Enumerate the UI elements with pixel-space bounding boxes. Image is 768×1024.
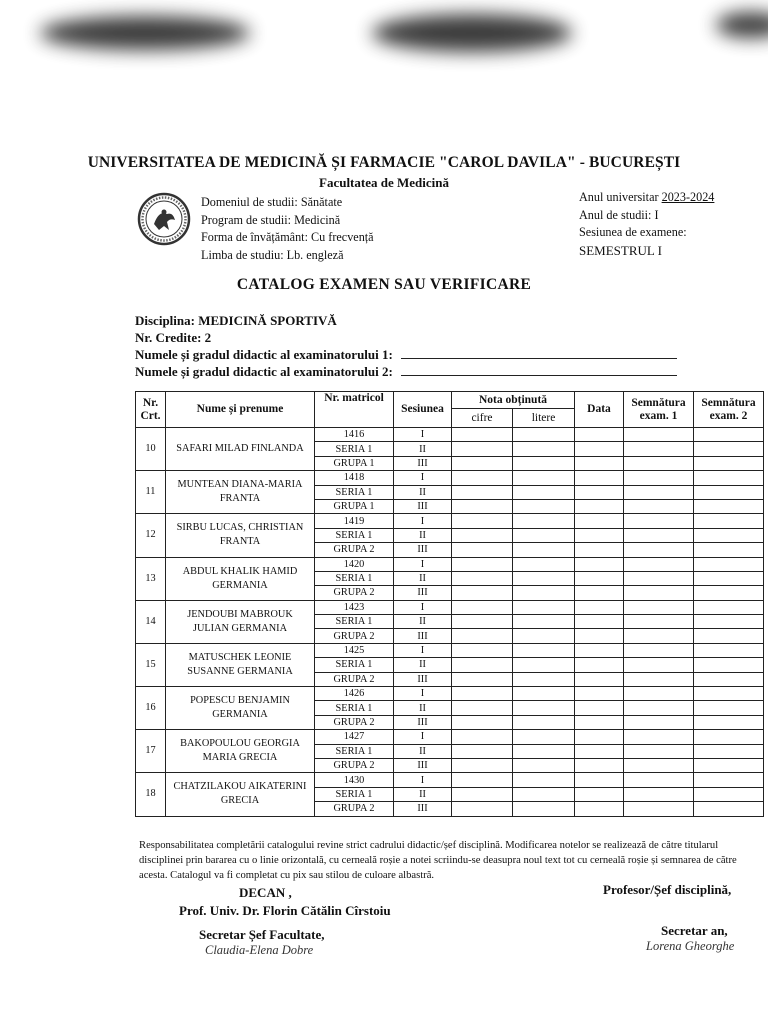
date-cell[interactable] — [575, 557, 624, 571]
sign1-cell[interactable] — [624, 514, 694, 528]
grade-digits-cell[interactable] — [452, 643, 513, 657]
sign2-cell[interactable] — [694, 471, 764, 485]
discipline-name: Disciplina: MEDICINĂ SPORTIVĂ — [135, 313, 337, 328]
exam-session-label: Sesiunea de examene: — [579, 225, 687, 239]
table-row — [136, 514, 764, 528]
study-info — [201, 194, 374, 264]
grade-digits-cell[interactable] — [452, 687, 513, 701]
chief-secretary-name: Claudia-Elena Dobre — [205, 943, 314, 957]
sign1-cell[interactable] — [624, 586, 694, 600]
grade-letters-cell[interactable] — [513, 456, 575, 470]
date-cell[interactable] — [575, 586, 624, 600]
row-number: 12 — [136, 514, 166, 557]
sign2-cell[interactable] — [694, 600, 764, 614]
student-seria: SERIA 1 — [315, 701, 394, 715]
exam-session-value: SEMESTRUL I — [579, 242, 662, 258]
student-grupa: GRUPA 2 — [315, 672, 394, 686]
session-number: III — [394, 456, 452, 470]
session-info — [579, 189, 714, 259]
grade-letters-cell[interactable] — [513, 715, 575, 729]
table-row — [136, 687, 764, 701]
date-cell[interactable] — [575, 629, 624, 643]
table-row — [136, 428, 764, 442]
session-number: I — [394, 773, 452, 787]
sign2-cell[interactable] — [694, 615, 764, 629]
university-name: UNIVERSITATEA DE MEDICINĂ ȘI FARMACIE "CAROL DAVILA" - BUCUREȘTI — [87, 154, 681, 171]
session-number: III — [394, 672, 452, 686]
sign1-cell[interactable] — [624, 672, 694, 686]
table-row — [136, 557, 764, 571]
grade-letters-cell[interactable] — [513, 428, 575, 442]
grade-letters-cell[interactable] — [513, 701, 575, 715]
date-cell[interactable] — [575, 514, 624, 528]
session-number: II — [394, 701, 452, 715]
grade-digits-cell[interactable] — [452, 802, 513, 816]
sign1-cell[interactable] — [624, 428, 694, 442]
grade-letters-cell[interactable] — [513, 557, 575, 571]
student-grupa: GRUPA 2 — [315, 629, 394, 643]
grade-letters-cell[interactable] — [513, 600, 575, 614]
examiner-1-label: Numele și gradul didactic al examinatorului 1: — [135, 347, 393, 362]
date-cell[interactable] — [575, 643, 624, 657]
grade-digits-cell[interactable] — [452, 557, 513, 571]
grade-letters-cell[interactable] — [513, 744, 575, 758]
date-cell[interactable] — [575, 758, 624, 772]
sign2-cell[interactable] — [694, 687, 764, 701]
study-program: Program de studii: Medicină — [201, 212, 341, 227]
student-seria: SERIA 1 — [315, 615, 394, 629]
grade-letters-cell[interactable] — [513, 543, 575, 557]
grade-letters-cell[interactable] — [513, 485, 575, 499]
student-matricol: 1416 — [315, 428, 394, 442]
grade-letters-cell[interactable] — [513, 687, 575, 701]
sign1-cell[interactable] — [624, 543, 694, 557]
session-number: III — [394, 586, 452, 600]
student-name: BAKOPOULOU GEORGIA MARIA GRECIA — [166, 730, 315, 773]
header-name: Nume și prenume — [166, 392, 315, 428]
header-nr: Nr. Crt. — [136, 392, 166, 428]
session-number: I — [394, 730, 452, 744]
student-name: JENDOUBI MABROUK JULIAN GERMANIA — [166, 600, 315, 643]
date-cell[interactable] — [575, 730, 624, 744]
grade-digits-cell[interactable] — [452, 514, 513, 528]
date-cell[interactable] — [575, 543, 624, 557]
sign2-cell[interactable] — [694, 715, 764, 729]
sign2-cell[interactable] — [694, 442, 764, 456]
date-cell[interactable] — [575, 528, 624, 542]
student-matricol: 1427 — [315, 730, 394, 744]
student-grupa: GRUPA 2 — [315, 802, 394, 816]
student-seria: SERIA 1 — [315, 528, 394, 542]
sign1-cell[interactable] — [624, 787, 694, 801]
year-secretary-title: Secretar an, — [661, 923, 728, 938]
sign1-cell[interactable] — [624, 629, 694, 643]
student-grupa: GRUPA 2 — [315, 543, 394, 557]
grade-digits-cell[interactable] — [452, 744, 513, 758]
table-row — [136, 643, 764, 657]
row-number: 10 — [136, 428, 166, 471]
session-number: I — [394, 600, 452, 614]
sign1-cell[interactable] — [624, 643, 694, 657]
grade-digits-cell[interactable] — [452, 773, 513, 787]
grade-letters-cell[interactable] — [513, 802, 575, 816]
student-name: SAFARI MILAD FINLANDA — [166, 428, 315, 471]
row-number: 16 — [136, 687, 166, 730]
student-seria: SERIA 1 — [315, 442, 394, 456]
header-date: Data — [575, 392, 624, 428]
sign1-cell[interactable] — [624, 615, 694, 629]
sign1-cell[interactable] — [624, 485, 694, 499]
grade-digits-cell[interactable] — [452, 428, 513, 442]
university-seal-icon — [137, 192, 191, 246]
student-matricol: 1419 — [315, 514, 394, 528]
date-cell[interactable] — [575, 715, 624, 729]
student-grupa: GRUPA 2 — [315, 715, 394, 729]
student-grupa: GRUPA 2 — [315, 586, 394, 600]
session-number: I — [394, 557, 452, 571]
student-matricol: 1418 — [315, 471, 394, 485]
scan-smudge-left — [40, 16, 250, 50]
grade-digits-cell[interactable] — [452, 499, 513, 513]
row-number: 15 — [136, 643, 166, 686]
student-name: MUNTEAN DIANA-MARIA FRANTA — [166, 471, 315, 514]
discipline-credits: Nr. Credite: 2 — [135, 330, 212, 345]
grade-digits-cell[interactable] — [452, 571, 513, 585]
table-row — [136, 471, 764, 485]
header-sign1: Semnătura exam. 1 — [624, 392, 694, 428]
student-name: SIRBU LUCAS, CHRISTIAN FRANTA — [166, 514, 315, 557]
grade-digits-cell[interactable] — [452, 615, 513, 629]
sign1-cell[interactable] — [624, 557, 694, 571]
sign2-cell[interactable] — [694, 802, 764, 816]
session-number: II — [394, 485, 452, 499]
sign1-cell[interactable] — [624, 773, 694, 787]
student-seria: SERIA 1 — [315, 787, 394, 801]
grade-digits-cell[interactable] — [452, 600, 513, 614]
date-cell[interactable] — [575, 571, 624, 585]
row-number: 18 — [136, 773, 166, 816]
date-cell[interactable] — [575, 442, 624, 456]
grades-table — [135, 391, 764, 817]
date-cell[interactable] — [575, 744, 624, 758]
header-digits: cifre — [452, 409, 513, 428]
date-cell[interactable] — [575, 615, 624, 629]
date-cell[interactable] — [575, 773, 624, 787]
study-year: Anul de studii: I — [579, 207, 659, 222]
student-name: CHATZILAKOU AIKATERINI GRECIA — [166, 773, 315, 816]
date-cell[interactable] — [575, 456, 624, 470]
session-number: II — [394, 528, 452, 542]
grade-digits-cell[interactable] — [452, 715, 513, 729]
session-number: III — [394, 499, 452, 513]
scan-smudge-right — [716, 12, 768, 38]
row-number: 13 — [136, 557, 166, 600]
footer-note: Responsabilitatea completării catalogului revine strict cadrului didactic/șef disciplină. Modificarea notelor se realizează de către titularul disciplinei prin bararea cu o linie orizontală, cu cerneală roșie a notei scriindu-se deasupra noul text tot cu cerneală roșie și semnarea de către acesta. Catalogul va fi completat cu pix sau stilou de culoare albastră. — [139, 840, 737, 881]
session-number: II — [394, 615, 452, 629]
student-seria: SERIA 1 — [315, 571, 394, 585]
faculty-name: Facultatea de Medicină — [319, 175, 449, 190]
date-cell[interactable] — [575, 600, 624, 614]
sign2-cell[interactable] — [694, 543, 764, 557]
academic-year-label: Anul universitar — [579, 190, 659, 204]
student-matricol: 1426 — [315, 687, 394, 701]
examiner-2-label: Numele și gradul didactic al examinatorului 2: — [135, 364, 393, 379]
grade-letters-cell[interactable] — [513, 730, 575, 744]
study-form: Forma de învățământ: Cu frecvență — [201, 230, 374, 244]
sign1-cell[interactable] — [624, 600, 694, 614]
grade-letters-cell[interactable] — [513, 672, 575, 686]
header-sign2: Semnătura exam. 2 — [694, 392, 764, 428]
session-number: II — [394, 442, 452, 456]
grade-digits-cell[interactable] — [452, 485, 513, 499]
table-row — [136, 773, 764, 787]
date-cell[interactable] — [575, 687, 624, 701]
session-number: I — [394, 428, 452, 442]
study-language: Limba de studiu: Lb. engleză — [201, 247, 344, 262]
session-number: II — [394, 787, 452, 801]
grade-digits-cell[interactable] — [452, 528, 513, 542]
header-matricol: Nr. matricol — [315, 392, 394, 428]
sign2-cell[interactable] — [694, 571, 764, 585]
sign2-cell[interactable] — [694, 658, 764, 672]
chief-secretary-title: Secretar Șef Facultate, — [199, 927, 325, 942]
session-number: II — [394, 658, 452, 672]
grade-digits-cell[interactable] — [452, 730, 513, 744]
grade-digits-cell[interactable] — [452, 442, 513, 456]
sign2-cell[interactable] — [694, 557, 764, 571]
sign1-cell[interactable] — [624, 701, 694, 715]
date-cell[interactable] — [575, 701, 624, 715]
grade-letters-cell[interactable] — [513, 643, 575, 657]
grade-letters-cell[interactable] — [513, 514, 575, 528]
sign2-cell[interactable] — [694, 744, 764, 758]
student-name: POPESCU BENJAMIN GERMANIA — [166, 687, 315, 730]
student-grupa: GRUPA 1 — [315, 456, 394, 470]
grade-digits-cell[interactable] — [452, 758, 513, 772]
grade-digits-cell[interactable] — [452, 672, 513, 686]
discipline-block — [135, 312, 677, 380]
examiner-1-line — [401, 347, 677, 359]
dean-title: DECAN , — [239, 885, 292, 900]
sign2-cell[interactable] — [694, 643, 764, 657]
session-number: II — [394, 571, 452, 585]
session-number: III — [394, 543, 452, 557]
session-number: I — [394, 514, 452, 528]
date-cell[interactable] — [575, 428, 624, 442]
student-name: MATUSCHEK LEONIE SUSANNE GERMANIA — [166, 643, 315, 686]
grade-letters-cell[interactable] — [513, 499, 575, 513]
sign1-cell[interactable] — [624, 715, 694, 729]
catalog-title: CATALOG EXAMEN SAU VERIFICARE — [236, 276, 532, 293]
sign1-cell[interactable] — [624, 658, 694, 672]
session-number: I — [394, 643, 452, 657]
grade-letters-cell[interactable] — [513, 773, 575, 787]
header-grade: Nota obținută — [452, 392, 575, 409]
examiner-2-line — [401, 364, 677, 376]
year-secretary-name: Lorena Gheorghe — [646, 939, 735, 953]
sign2-cell[interactable] — [694, 730, 764, 744]
date-cell[interactable] — [575, 802, 624, 816]
sign2-cell[interactable] — [694, 758, 764, 772]
date-cell[interactable] — [575, 672, 624, 686]
grade-digits-cell[interactable] — [452, 586, 513, 600]
sign2-cell[interactable] — [694, 701, 764, 715]
sign1-cell[interactable] — [624, 758, 694, 772]
sign1-cell[interactable] — [624, 802, 694, 816]
academic-year: 2023-2024 — [661, 190, 715, 204]
date-cell[interactable] — [575, 485, 624, 499]
row-number: 17 — [136, 730, 166, 773]
header-session: Sesiunea — [394, 392, 452, 428]
grade-digits-cell[interactable] — [452, 456, 513, 470]
grade-digits-cell[interactable] — [452, 787, 513, 801]
date-cell[interactable] — [575, 499, 624, 513]
session-number: III — [394, 715, 452, 729]
grade-digits-cell[interactable] — [452, 701, 513, 715]
row-number: 11 — [136, 471, 166, 514]
sign1-cell[interactable] — [624, 730, 694, 744]
student-seria: SERIA 1 — [315, 744, 394, 758]
grade-digits-cell[interactable] — [452, 471, 513, 485]
grade-letters-cell[interactable] — [513, 629, 575, 643]
sign2-cell[interactable] — [694, 528, 764, 542]
student-matricol: 1420 — [315, 557, 394, 571]
session-number: I — [394, 687, 452, 701]
sign2-cell[interactable] — [694, 485, 764, 499]
grade-letters-cell[interactable] — [513, 615, 575, 629]
student-seria: SERIA 1 — [315, 658, 394, 672]
sign2-cell[interactable] — [694, 499, 764, 513]
sign1-cell[interactable] — [624, 442, 694, 456]
sign1-cell[interactable] — [624, 687, 694, 701]
row-number: 14 — [136, 600, 166, 643]
header-letters: litere — [513, 409, 575, 428]
session-number: III — [394, 802, 452, 816]
study-domain: Domeniul de studii: Sănătate — [201, 195, 343, 209]
date-cell[interactable] — [575, 658, 624, 672]
grade-letters-cell[interactable] — [513, 571, 575, 585]
session-number: III — [394, 629, 452, 643]
sign2-cell[interactable] — [694, 586, 764, 600]
sign2-cell[interactable] — [694, 672, 764, 686]
sign1-cell[interactable] — [624, 471, 694, 485]
session-number: III — [394, 758, 452, 772]
sign1-cell[interactable] — [624, 528, 694, 542]
grade-digits-cell[interactable] — [452, 658, 513, 672]
date-cell[interactable] — [575, 471, 624, 485]
date-cell[interactable] — [575, 787, 624, 801]
grade-letters-cell[interactable] — [513, 586, 575, 600]
sign2-cell[interactable] — [694, 787, 764, 801]
table-row — [136, 730, 764, 744]
sign2-cell[interactable] — [694, 773, 764, 787]
student-matricol: 1430 — [315, 773, 394, 787]
grade-digits-cell[interactable] — [452, 629, 513, 643]
sign1-cell[interactable] — [624, 571, 694, 585]
prof-title: Profesor/Șef disciplină, — [603, 882, 732, 897]
grade-letters-cell[interactable] — [513, 758, 575, 772]
student-grupa: GRUPA 2 — [315, 758, 394, 772]
sign2-cell[interactable] — [694, 428, 764, 442]
table-row — [136, 600, 764, 614]
student-seria: SERIA 1 — [315, 485, 394, 499]
student-matricol: 1425 — [315, 643, 394, 657]
grade-letters-cell[interactable] — [513, 528, 575, 542]
scan-smudge-center — [372, 14, 572, 52]
sign1-cell[interactable] — [624, 744, 694, 758]
sign2-cell[interactable] — [694, 629, 764, 643]
student-matricol: 1423 — [315, 600, 394, 614]
sign1-cell[interactable] — [624, 499, 694, 513]
grade-letters-cell[interactable] — [513, 442, 575, 456]
grade-letters-cell[interactable] — [513, 787, 575, 801]
grade-letters-cell[interactable] — [513, 471, 575, 485]
sign2-cell[interactable] — [694, 456, 764, 470]
sign1-cell[interactable] — [624, 456, 694, 470]
dean-name: Prof. Univ. Dr. Florin Cătălin Cîrstoiu — [179, 903, 391, 918]
grade-letters-cell[interactable] — [513, 658, 575, 672]
session-number: I — [394, 471, 452, 485]
session-number: II — [394, 744, 452, 758]
student-grupa: GRUPA 1 — [315, 499, 394, 513]
sign2-cell[interactable] — [694, 514, 764, 528]
student-name: ABDUL KHALIK HAMID GERMANIA — [166, 557, 315, 600]
grade-digits-cell[interactable] — [452, 543, 513, 557]
